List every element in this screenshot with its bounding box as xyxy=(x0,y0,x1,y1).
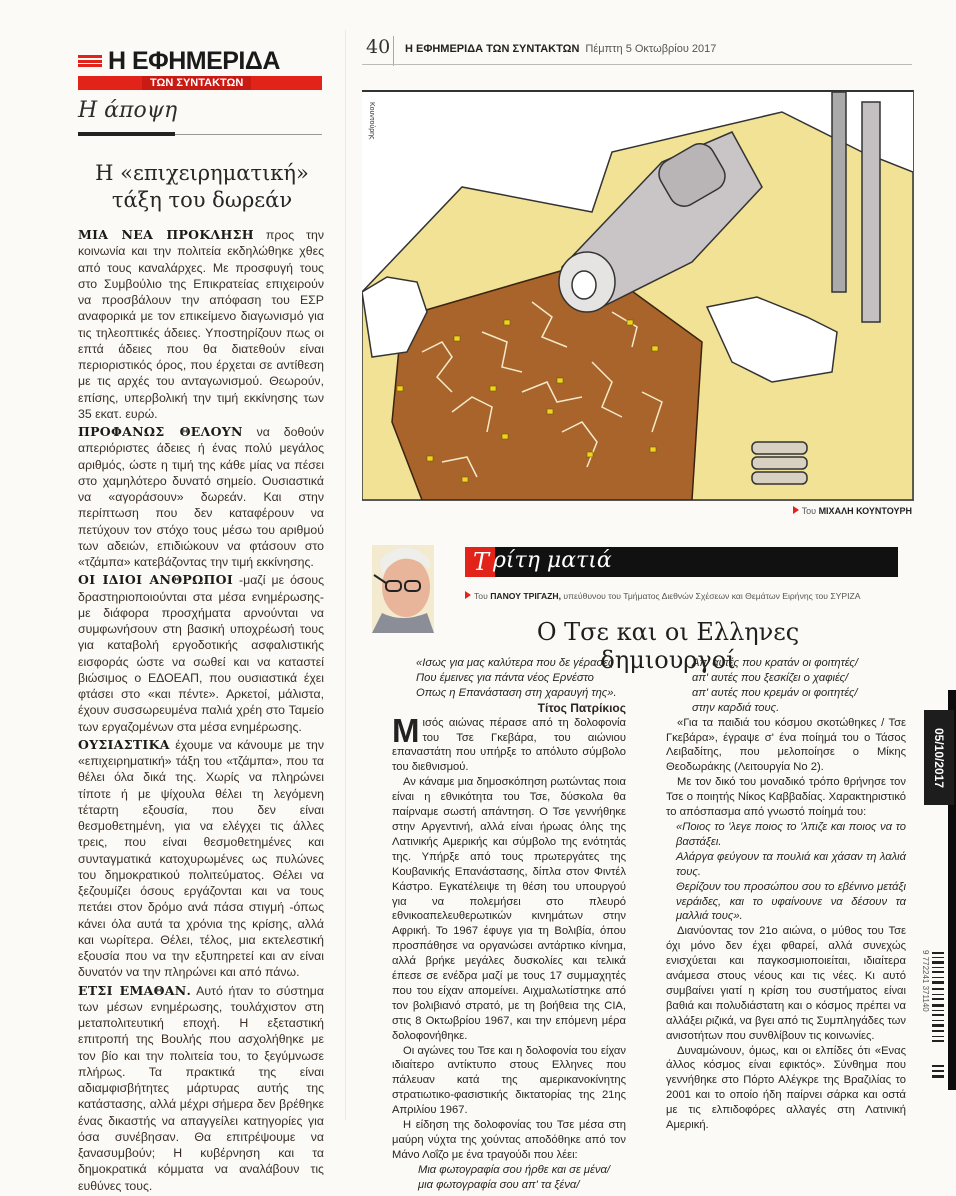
opinion-paragraph: ΠΡΟΦΑΝΩΣ ΘΕΛΟΥΝ να δοθούν απεριόριστες άδειες ή ένας πολύ μεγάλος αριθμός, ώστε η τιμή της κάθε μίας να πέσει στο χαμηλότερο δυνατό σημείο. Ουσιαστικά να «αγοράσουν» δωρεάν. Και στην περίπτωση που δεν καταφέρουν να πετύχουν τον στόχο τους μέσω του αριθμού των αδειών, επιδιώκουν να φτάσουν στο «τζάμπα» κατεβάζοντας την τιμή εκκίνησης. xyxy=(78,424,325,569)
triangle-bullet-icon xyxy=(793,506,799,514)
epigraph-author: Τίτος Πατρίκιος xyxy=(537,700,626,715)
opinion-paragraph: ΕΤΣΙ ΕΜΑΘΑΝ. Αυτό ήταν το σύστημα των μέσων ενημέρωσης, τουλάχιστον στη μεταπολιτευτική εποχή. Η εξεταστική επιτροπή της Βουλής που ασχολήθηκε με τον βίο και την πολιτεία του, το ξεγύμνωσε πλήρως. Τα πρακτικά της είναι αδιαμφισβήτητες μάρτυρας αυτής της κατάστασης, αλλά μέχρι σήμερα δεν βρέθηκε ένας δικαστής να απαγγείλει κατηγορίες για όσα συνέβησαν. Θα επιτρέψουμε να ξανασυμβούν; Η κυβέρνηση και τα δημοκρατικά κόμματα να αναλάβουν τις ευθύνες τους. xyxy=(78,982,324,1193)
poem-verse: «Ποιος το 'λεγε ποιος το 'λπιζε και ποιος να το βαστάξει. Αλάργα φεύγουν τα πουλιά και χάσαν τη λαλιά τους. Θερίζουν του προσώπου σου το εβένινο μετάξι νεράιδες, και το υφαίνουνε να δέσουν τα μαλλιά τους». xyxy=(676,820,906,923)
opinion-paragraph: ΟΥΣΙΑΣΤΙΚΑ έχουμε να κάνουμε με την «επιχειρηματική» τάξη του «τζάμπα», που τα θέλει όλα δικά της. Χωρίς να πληρώνει τίποτε ή με ψίχουλα θέλει τη λεγόμενη τέταρτη εξουσία, που δεν είναι θεσμοθετημένη, για να ελέγχει τις άλλες τρεις, που είναι θεσμοθετημένες και συνταγματικά κατοχυρωμένες ως πυλώνες του δημοκρατικού πολιτεύματος. Θέλει να ξεζουμίζει όσους εργάζονται και να τους πετάει στον δρόμο ανά πάσα στιγμή -όπως κάνει όλα αυτά τα χρόνια της κρίσης, αλλά και νωρίτερα. Θέλει, τέλος, μια εκτελεστική εξουσία που να την εξυπηρετεί και αν είναι δυνατόν να την πληρώνει και από πάνω. xyxy=(78,736,324,980)
article-paragraph: Δυναμώνουν, όμως, και οι ελπίδες ότι «Ενας άλλος κόσμος είναι εφικτός». Σύνθημα που γεννήθηκε στο Πόρτο Αλέγκρε της Βραζιλίας το 2001 και το οποίο ήδη παίρνει σάρκα και οστά με τις ελπιδοφόρες αλλαγές στη Λατινική Αμερική. xyxy=(666,1044,906,1132)
article-headline: Ο Τσε και οι Ελληνες δημιουργοί xyxy=(536,618,800,674)
page-number: 40 xyxy=(366,36,391,58)
article-paragraph: Μισός αιώνας πέρασε από τη δολοφονία του Τσε Γκεβάρα, του αιώνιου επαναστάτη που υπήρξε το απόλυτο σύμβολο του διεθνισμού. xyxy=(392,711,626,774)
column-gutter xyxy=(345,30,346,1120)
triangle-bullet-icon xyxy=(465,591,471,599)
article-paragraph: «Για τα παιδιά του κόσμου σκοτώθηκες / Τσε Γκεβάρα», έγραψε σ' ένα ποίημά του ο Τάσος Λειβαδίτης, που μελοποίησε ο Μίκης Θεοδωράκης (Λειτουργία Νο 2). xyxy=(666,716,906,774)
cartoon-signature: Κουντούρης xyxy=(368,102,375,140)
logo-sub-text: ΤΩΝ ΣΥΝΤΑΚΤΩΝ xyxy=(142,76,251,90)
article-paragraph: Με τον δικό του μοναδικό τρόπο θρήνησε τον Τσε ο ποιητής Νίκος Καββαδίας. Χαρακτηριστικό το απόσπασμα από γνωστό ποίημά του: xyxy=(666,776,906,819)
logo-main-text: Η ΕΦΗΜΕΡΙΔΑ xyxy=(108,46,280,75)
article-column-1 xyxy=(392,656,626,1193)
article-paragraph: Αν κάναμε μια δημοσκόπηση ρωτώντας ποια είναι η εθνικότητα του Τσε, δύσκολα θα παίρναμε σωστή απάντηση. Ο Τσε γεννήθηκε στην Αργεντινή, αλλά είναι ήρωας όλης της Λατινικής Αμερικής και σύμβολο της ενότητάς της. Υπήρξε από τους πρωτεργάτες της Κουβανικής Επανάστασης, δίπλα στον Φιντέλ Κάστρο. Εγκατέλειψε τη θέση του υπουργού για να πολεμήσει στο πλευρό εθνικοαπελευθερωτικών κινημάτων στην Αφρική. Το 1967 έφυγε για τη Βολιβία, όπου προσπάθησε να οργανώσει αντάρτικο κίνημα, αλλά βρήκε μεγάλες δυσκολίες και τελικά έπεσε σε ενέδρα μαζί με τους 17 συμμαχητές που του είχαν απομείνει. Αιχμαλωτίστηκε από τον βολιβιανό στρατό, με τη βοήθεια της CIA, στις 8 Οκτωβρίου 1967, και την επόμενη μέρα δολοφονήθηκε. xyxy=(392,776,626,1042)
header-rule xyxy=(362,64,912,65)
header-separator xyxy=(393,36,394,66)
cartoon-credit: Του ΜΙΧΑΛΗ ΚΟΥΝΤΟΥΡΗ xyxy=(720,506,912,516)
epigraph: «Ισως για μας καλύτερα που δε γέρασες Που έμεινες για πάντα νέος Ερνέστο Οπως η Επανάσταση στη χαραυγή της». xyxy=(416,657,617,699)
editorial-cartoon xyxy=(362,90,914,501)
column-title-bar xyxy=(465,547,898,577)
date-tab: 05/10/2017 xyxy=(924,710,954,805)
barcode xyxy=(918,950,948,1090)
logo-stripes-icon xyxy=(78,55,102,67)
issue-date: Πέμπτη 5 Οκτωβρίου 2017 xyxy=(585,43,717,55)
author-photo xyxy=(372,545,434,633)
article-paragraph: Οι αγώνες του Τσε και η δολοφονία του είχαν ιδιαίτερο αντίκτυπο στους Ελληνες που πάλευαν κατά της αμερικανοκίνητης στρατιωτικο-φασιστικής δικτατορίας της 21ης Απριλίου 1967. xyxy=(392,1044,626,1117)
article-column-2 xyxy=(666,656,906,1133)
barcode-bars-icon xyxy=(932,950,956,1090)
song-verse: Μια φωτογραφία σου ήρθε και σε μένα/ μια φωτογραφία σου απ' τα ξένα/ xyxy=(418,1163,611,1191)
article-paragraph: Διανύοντας τον 21ο αιώνα, ο μύθος του Τσε όχι μόνο δεν έχει φθαρεί, αλλά συνεχώς ενισχύεται και παγκοσμιοποιείται, ιδιαίτερα ανάμεσα στους νέους και τις νέες. Κι αυτό συμβαίνει γιατί η κρίση του συστήματος είναι βαθιά και πολυδιάστατη και ο κόσμος πρέπει να αλλάξει ριζικά, να βγει από τις Συμπληγάδες των ανισοτήτων που συνθλίβουν τις κοινωνίες. xyxy=(666,925,906,1042)
barcode-number: 9 772241 371140 xyxy=(921,950,930,1012)
section-label: Η άποψη xyxy=(78,98,178,123)
opinion-body xyxy=(78,227,324,1196)
opinion-paragraph: ΟΙ ΙΔΙΟΙ ΑΝΘΡΩΠΟΙ -μαζί με όσους δραστηριοποιούνται στα μέσα ενημέρωσης- με διάφορα προσχήματα αρνούνται να συμφωνήσουν στη βασική υποχρέωσή τους για καταβολή εργοδοτικής ασφαλιστικής εισφοράς ώστε να σωθεί και να καταστεί βιώσιμος ο ΕΔΟΕΑΠ, που ουσιαστικά έχει φτάσει στο «και πέντε». Αρκετοί, μάλιστα, έχουν συσσωρευμένα παλιά χρέη στο Ταμείο των εργαζομένων στα μέσα ενημέρωσης. xyxy=(78,572,324,734)
column-title: ρίτη ματιά xyxy=(493,548,612,573)
section-divider xyxy=(78,134,322,135)
opinion-headline: Η «επιχειρηματική» τάξη του δωρεάν xyxy=(95,161,309,212)
running-head: Η ΕΦΗΜΕΡΙΔΑ ΤΩΝ ΣΥΝΤΑΚΤΩΝ Πέμπτη 5 Οκτωβρίου 2017 xyxy=(405,43,717,55)
byline: Του ΠΑΝΟΥ ΤΡΙΓΑΖΗ, υπεύθυνου του Τμήματος Διεθνών Σχέσεων και Θεμάτων Ειρήνης του ΣΥΡΙΖΑ xyxy=(465,591,860,601)
article-paragraph: Η είδηση της δολοφονίας του Τσε μέσα στη μαύρη νύχτα της χούντας αποδόθηκε από τον Μάνο Λοΐζο με ένα τραγούδι που λέει: xyxy=(392,1119,626,1161)
newspaper-logo xyxy=(78,48,322,90)
song-verse: Απ' αυτές που κρατάν οι φοιτητές/ απ' αυτές που ξεσκίζει ο χαφιές/ απ' αυτές που κρεμάν οι φοιτητές/ στην καρδιά τους. xyxy=(692,657,858,714)
opinion-paragraph: ΜΙΑ ΝΕΑ ΠΡΟΚΛΗΣΗ προς την κοινωνία και την πολιτεία εκδηλώθηκε χθες από τους καναλάρχες. Με προσφυγή τους στο Συμβούλιο της Επικρατείας επιχειρούν να προσβάλουν την απόφαση του ΕΣΡ αναφορικά με τον επικείμενο διαγωνισμό για τις τηλεοπτικές άδειες. Υποστηρίζουν πως οι επτά άδειες που θα διατεθούν είναι περιοριστικός όρος, που έρχεται σε αντίθεση με τις αρχές του ανταγωνισμού. Θεωρούν, επίσης, υπερβολική την τιμή εκκίνησης των 35 εκατ. ευρώ. xyxy=(78,227,324,421)
drop-cap: Μ xyxy=(392,711,420,749)
column-title-initial: Τ xyxy=(473,548,490,576)
